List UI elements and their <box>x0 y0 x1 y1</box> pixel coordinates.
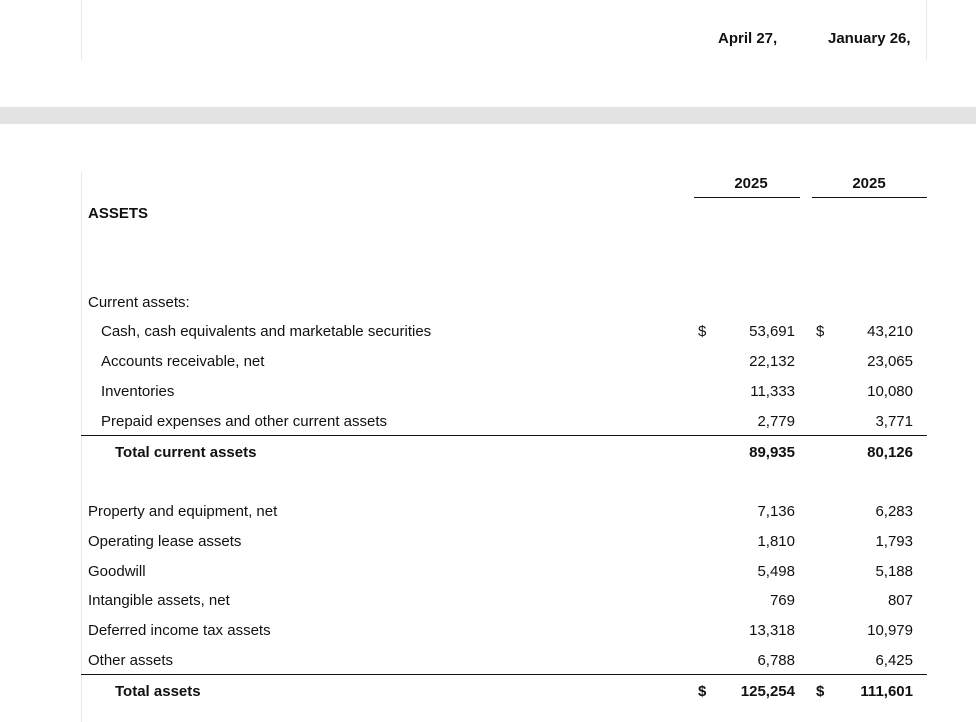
row-value-col2: 23,065 <box>867 353 913 370</box>
left-border-top <box>81 0 82 60</box>
row-value-col2: 43,210 <box>867 323 913 340</box>
header-date-col2: January 26, <box>828 30 911 47</box>
header-year-col1: 2025 <box>734 175 768 192</box>
left-border-bottom <box>81 172 82 722</box>
row-value-col1: 11,333 <box>750 383 795 400</box>
row-value-col2: 10,080 <box>867 383 913 400</box>
header-underline-col2 <box>812 197 927 198</box>
row-value-col2: 5,188 <box>875 563 913 580</box>
page-break-band <box>0 107 976 124</box>
row-label: Deferred income tax assets <box>88 622 271 639</box>
row-label: Other assets <box>88 652 174 669</box>
row-value-col2: 111,601 <box>860 683 913 700</box>
row-value-col1: 125,254 <box>740 683 795 700</box>
row-value-col1: 89,935 <box>749 444 795 461</box>
row-value-col2: 6,425 <box>875 652 913 669</box>
current-assets-label: Current assets: <box>88 294 190 311</box>
row-label: Cash, cash equivalents and marketable securities <box>101 323 432 340</box>
subtotal-rule <box>81 435 927 436</box>
row-label: Property and equipment, net <box>88 503 278 520</box>
row-value-col2: 807 <box>887 592 913 609</box>
row-value-col1: 13,318 <box>749 622 795 639</box>
row-value-col1: 53,691 <box>749 323 795 340</box>
row-label: Goodwill <box>88 563 146 580</box>
row-label: Total current assets <box>115 444 257 461</box>
row-value-col1: 6,788 <box>757 652 795 669</box>
row-value-col1: 1,810 <box>757 533 795 550</box>
row-value-col1: 5,498 <box>757 563 795 580</box>
header-date-col1: April 27, <box>718 30 778 47</box>
row-value-col1: 22,132 <box>749 353 795 370</box>
row-value-col1: 769 <box>769 592 795 609</box>
row-label: Operating lease assets <box>88 533 242 550</box>
row-value-col2: 10,979 <box>867 622 913 639</box>
row-label: Accounts receivable, net <box>101 353 265 370</box>
dollar-sign-col2: $ <box>816 683 825 700</box>
row-value-col2: 1,793 <box>875 533 913 550</box>
header-year-col2: 2025 <box>852 175 886 192</box>
row-value-col1: 2,779 <box>757 413 795 430</box>
row-label: Intangible assets, net <box>88 592 230 609</box>
dollar-sign-col1: $ <box>698 683 707 700</box>
dollar-sign-col1: $ <box>698 323 707 340</box>
row-label: Prepaid expenses and other current assets <box>101 413 388 430</box>
row-label: Inventories <box>101 383 175 400</box>
row-value-col2: 6,283 <box>875 503 913 520</box>
total-rule <box>81 674 927 675</box>
row-value-col2: 80,126 <box>867 444 913 461</box>
header-underline-col1 <box>694 197 800 198</box>
section-title-assets: ASSETS <box>88 205 149 222</box>
row-value-col1: 7,136 <box>757 503 795 520</box>
row-label: Total assets <box>115 683 201 700</box>
row-value-col2: 3,771 <box>875 413 913 430</box>
right-border-top <box>926 0 927 60</box>
dollar-sign-col2: $ <box>816 323 825 340</box>
